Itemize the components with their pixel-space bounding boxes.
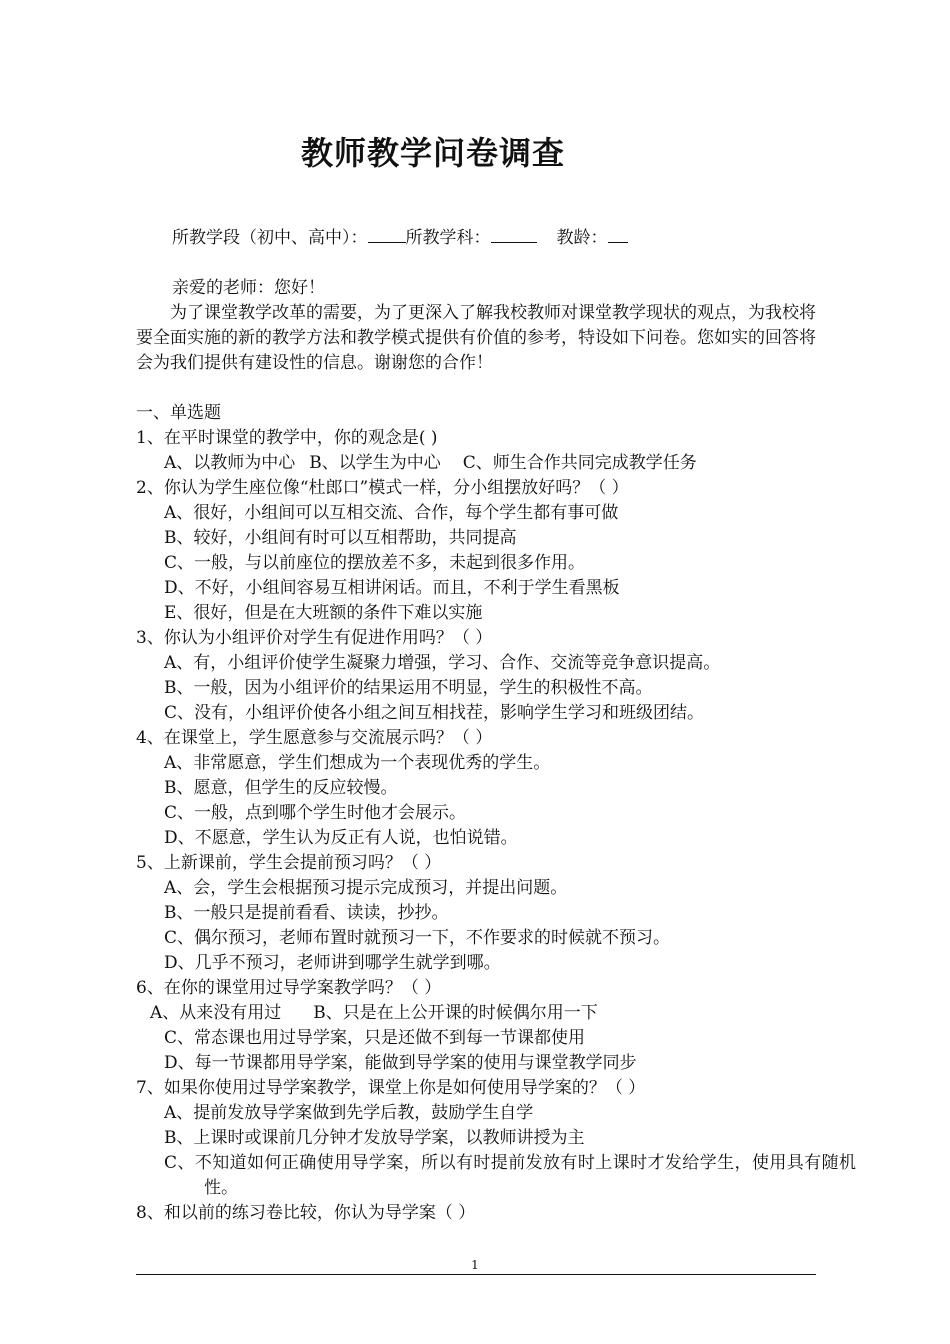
- footer-divider: [136, 1274, 816, 1275]
- question-text: 3、你认为小组评价对学生有促进作用吗？（ ）: [136, 628, 493, 648]
- option-item[interactable]: A、有，小组评价使学生凝聚力增强，学习、合作、交流等竞争意识提高。: [164, 653, 721, 673]
- option-item[interactable]: D、不愿意，学生认为反正有人说，也怕说错。: [164, 828, 518, 848]
- option-item[interactable]: A、提前发放导学案做到先学后教，鼓励学生自学: [164, 1103, 534, 1123]
- question-text: 7、如果你使用过导学案教学，课堂上你是如何使用导学案的？（ ）: [136, 1078, 646, 1098]
- option-item[interactable]: B、较好，小组间有时可以互相帮助，共同提高: [164, 528, 517, 548]
- option-item[interactable]: C、没有，小组评价使各小组之间互相找茬，影响学生学习和班级团结。: [164, 703, 705, 723]
- option-item[interactable]: D、每一节课都用导学案，能做到导学案的使用与课堂教学同步: [164, 1053, 637, 1073]
- option-item[interactable]: B、愿意，但学生的反应较慢。: [164, 778, 398, 798]
- option-item[interactable]: B、只是在上公开课的时候偶尔用一下: [313, 1003, 598, 1023]
- option-item[interactable]: A、会，学生会根据预习提示完成预习，并提出问题。: [164, 878, 568, 898]
- question-text: 4、在课堂上，学生愿意参与交流展示吗？（ ）: [136, 728, 493, 748]
- option-item[interactable]: D、几乎不预习，老师讲到哪学生就学到哪。: [164, 953, 501, 973]
- option-item[interactable]: C、不知道如何正确使用导学案，所以有时提前发放有时上课时才发给学生，使用具有随机性。: [164, 1153, 856, 1198]
- option-item[interactable]: B、一般只是提前看看、读读，抄抄。: [164, 903, 449, 923]
- question-text: 2、你认为学生座位像“杜郎口”模式一样，分小组摆放好吗？（ ）: [136, 478, 629, 498]
- option-item[interactable]: E、很好，但是在大班额的条件下难以实施: [164, 603, 483, 623]
- option-item[interactable]: A、很好，小组间可以互相交流、合作，每个学生都有事可做: [164, 503, 619, 523]
- stage-blank[interactable]: [368, 226, 406, 243]
- option-item[interactable]: A、从来没有用过: [150, 1003, 282, 1023]
- option-item[interactable]: D、不好，小组间容易互相讲闲话。而且，不利于学生看黑板: [164, 578, 620, 598]
- age-label: 教龄：: [556, 228, 608, 248]
- option-item[interactable]: B、以学生为中心: [309, 453, 441, 473]
- question-text: 6、在你的课堂用过导学案教学吗？（ ）: [136, 978, 442, 998]
- option-item[interactable]: C、师生合作共同完成教学任务: [462, 453, 697, 473]
- option-row: [164, 451, 697, 476]
- section-title: 一、单选题: [136, 403, 221, 423]
- question-text: 1、在平时课堂的教学中，你的观念是( ): [136, 428, 438, 448]
- question-text: 8、和以前的练习卷比较，你认为导学案（ ）: [136, 1203, 476, 1223]
- option-row: [150, 1001, 598, 1026]
- option-item[interactable]: B、上课时或课前几分钟才发放导学案，以教师讲授为主: [164, 1128, 585, 1148]
- option-item[interactable]: A、非常愿意，学生们想成为一个表现优秀的学生。: [164, 753, 551, 773]
- info-line: [172, 226, 628, 251]
- option-item[interactable]: A、以教师为中心: [164, 453, 296, 473]
- age-blank[interactable]: [608, 226, 628, 243]
- page-title: 教师教学问卷调查: [300, 134, 565, 172]
- option-item[interactable]: C、一般，与以前座位的摆放差不多，未起到很多作用。: [164, 553, 586, 573]
- option-item[interactable]: C、常态课也用过导学案，只是还做不到每一节课都使用: [164, 1028, 586, 1048]
- greeting: 亲爱的老师：您好！: [172, 278, 325, 298]
- stage-label: 所教学段（初中、高中）：: [172, 228, 368, 248]
- option-item[interactable]: C、偶尔预习，老师布置时就预习一下，不作要求的时候就不预习。: [164, 928, 671, 948]
- option-item[interactable]: C、一般，点到哪个学生时他才会展示。: [164, 803, 467, 823]
- subject-blank[interactable]: [491, 226, 537, 243]
- intro-paragraph: 为了课堂教学改革的需要，为了更深入了解我校教师对课堂教学现状的观点，为我校将要全面实施的新的教学方法和教学模式提供有价值的参考，特设如下问卷。您如实的回答将会为我们提供有建设性的信息。谢谢您的合作！: [136, 303, 816, 373]
- question-text: 5、上新课前，学生会提前预习吗？（ ）: [136, 853, 442, 873]
- page-number: 1: [471, 1258, 479, 1272]
- subject-label: 所教学科：: [405, 228, 491, 248]
- option-item[interactable]: B、一般，因为小组评价的结果运用不明显，学生的积极性不高。: [164, 678, 653, 698]
